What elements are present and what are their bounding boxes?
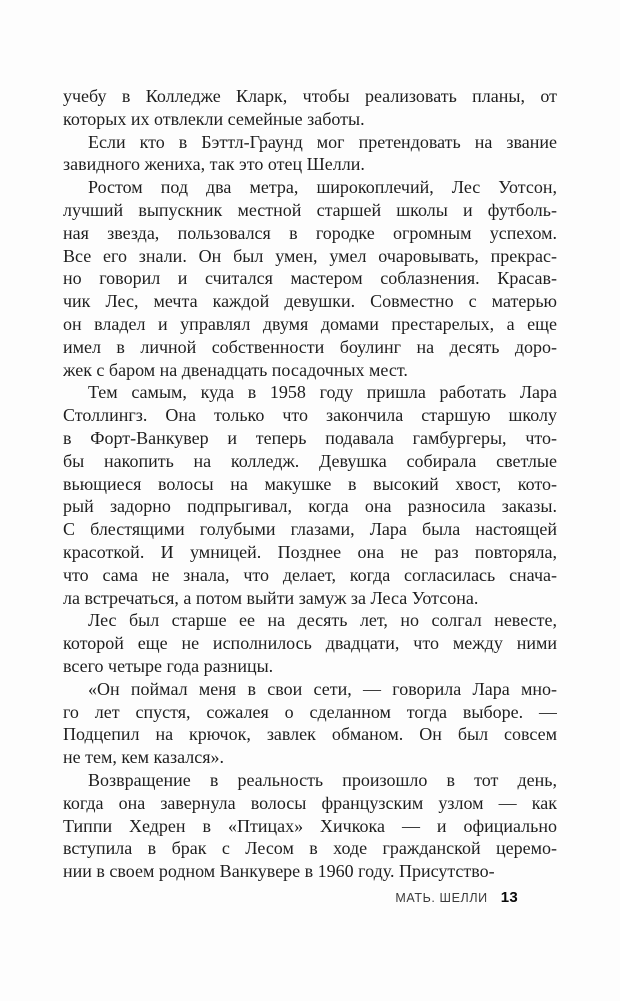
text-line: вьющиеся волосы на макушке в высокий хвост, кото- [63,473,557,494]
text-line: Если кто в Бэттл-Граунд мог претендовать на звание [88,131,557,152]
text-line: го лет спустя, сожалея о сделанном тогда выборе. — [63,701,557,722]
text-line: бы накопить на колледж. Девушка собирала светлые [63,450,557,471]
text-line: Возвращение в реальность произошло в тот день, [88,769,557,790]
text-line: вступила в брак с Лесом в ходе гражданской церемо- [63,838,557,859]
text-line: имел в личной собственности боулинг на десять доро- [63,336,557,357]
text-line: он владел и управлял двумя домами престарелых, а еще [63,313,557,334]
text-line: Тем самым, куда в 1958 году пришла работать Лара [88,382,557,403]
page-footer [63,889,518,906]
body-text [63,85,557,883]
text-line: Типпи Хедрен в «Птицах» Хичкока — и официально [63,815,557,836]
text-line: чик Лес, мечта каждой девушки. Совместно с матерью [63,291,557,312]
text-line: Лес был старше ее на десять лет, но солгал невесте, [88,610,557,631]
text-line: в Форт-Ванкувер и теперь подавала гамбургеры, что- [63,427,557,448]
text-line: Столлингз. Она только что закончила старшую школу [63,405,557,426]
text-line: ла встречаться, а потом выйти замуж за Леса Уотсона. [63,587,479,608]
running-title: МАТЬ. ШЕЛЛИ [395,891,488,905]
text-line: С блестящими голубыми глазами, Лара была настоящей [63,519,557,540]
text-line: что сама не знала, что делает, когда согласилась снача- [63,564,557,585]
text-line: Подцепил на крючок, завлек обманом. Он был совсем [63,724,557,745]
text-line: которых их отвлекли семейные заботы. [63,108,365,129]
text-line: нии в своем родном Ванкувере в 1960 году. Присутство- [63,861,495,882]
page-number: 13 [500,889,518,906]
text-line: рый задорно подпрыгивал, когда она разносила заказы. [63,496,557,517]
text-line: но говорил и считался мастером соблазнения. Красав- [63,268,557,289]
text-line: не тем, кем казался». [63,747,225,768]
text-line: учебу в Колледже Кларк, чтобы реализовать планы, от [63,86,557,106]
text-line: Все его знали. Он был умен, умел очаровывать, прекрас- [63,245,557,266]
text-line: красоткой. И умницей. Позднее она не раз повторяла, [63,541,557,562]
text-line: Ростом под два метра, широкоплечий, Лес Уотсон, [88,177,557,198]
text-line: всего четыре года разницы. [63,655,274,676]
text-line: завидного жениха, так это отец Шелли. [63,154,365,175]
text-line: которой еще не исполнилось двадцати, что между ними [63,633,557,654]
text-line: лучший выпускник местной старшей школы и футболь- [63,199,557,220]
text-line: «Он поймал меня в свои сети, — говорила Лара мно- [88,678,557,699]
text-line: ная звезда, пользовался в городке огромным успехом. [63,222,557,243]
text-line: жек с баром на двенадцать посадочных мест. [63,359,408,380]
text-line: когда она завернула волосы французским узлом — как [63,792,557,813]
